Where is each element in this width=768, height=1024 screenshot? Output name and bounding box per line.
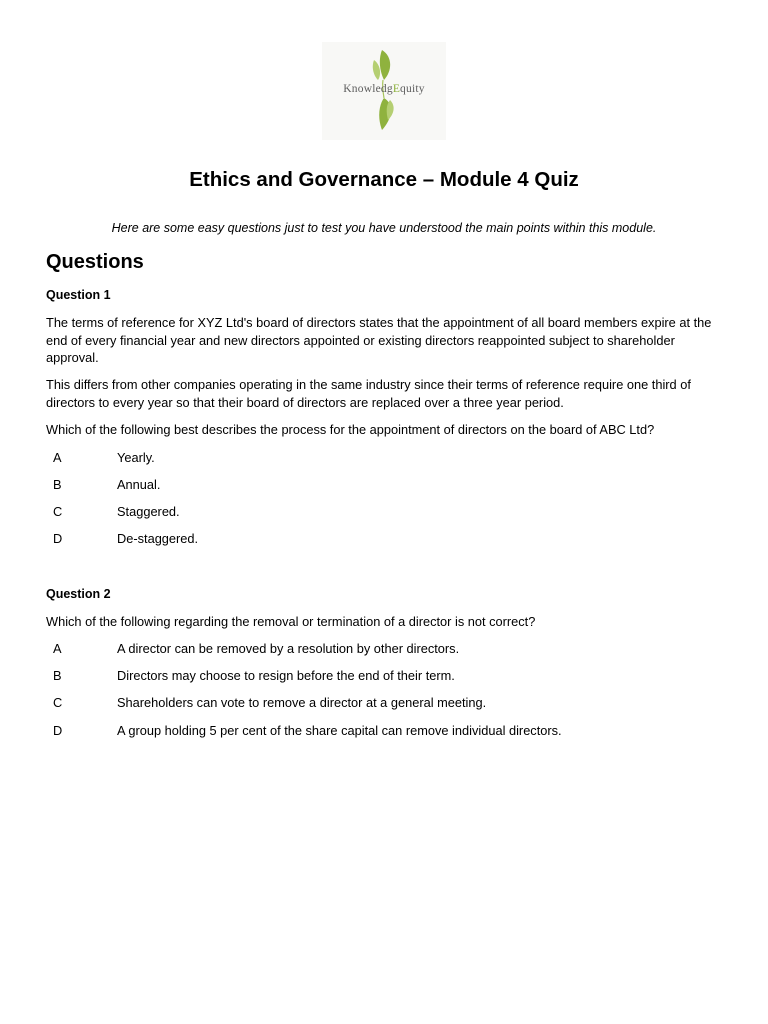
option-text: Annual.: [117, 477, 161, 492]
question-2-option-a: [46, 641, 726, 659]
section-heading: Questions: [46, 251, 144, 273]
question-2-option-c: [46, 695, 726, 713]
option-letter: A: [53, 450, 62, 465]
question-1-paragraph: The terms of reference for XYZ Ltd's board of directors states that the appointment of all board members expire at the end of every financial year and new directors appointed or existing directors reappointed subject to shareholder approval.: [46, 315, 712, 365]
question-1-option-a: [46, 450, 726, 468]
option-letter: D: [53, 531, 63, 546]
page-title: Ethics and Governance – Module 4 Quiz: [189, 168, 579, 191]
option-letter: C: [53, 695, 63, 710]
question-2-option-b: [46, 668, 726, 686]
question-1-option-c: [46, 504, 726, 522]
option-text: Yearly.: [117, 450, 155, 465]
knowledgequity-logo: [322, 42, 446, 140]
question-1-prompt: Which of the following best describes the process for the appointment of directors on the board of ABC Ltd?: [46, 422, 655, 437]
question-2-prompt: Which of the following regarding the removal or termination of a director is not correct?: [46, 614, 536, 629]
question-2-option-d: [46, 723, 726, 741]
option-text: Directors may choose to resign before the end of their term.: [117, 668, 455, 683]
intro-text: Here are some easy questions just to test you have understood the main points within this module.: [111, 221, 657, 235]
logo-wordmark: KnowledgEquity: [343, 83, 425, 95]
option-text: A director can be removed by a resolution by other directors.: [117, 641, 460, 656]
question-1-heading: Question 1: [46, 288, 111, 302]
option-text: Shareholders can vote to remove a director at a general meeting.: [117, 695, 487, 710]
question-1-paragraph: This differs from other companies operating in the same industry since their terms of reference require one third of directors to every year so that their board of directors are replaced over a three year period.: [46, 377, 691, 410]
option-text: De-staggered.: [117, 531, 199, 546]
option-letter: D: [53, 723, 63, 738]
question-1-option-b: [46, 477, 726, 495]
option-text: Staggered.: [117, 504, 180, 519]
question-1-option-d: [46, 531, 726, 549]
option-letter: A: [53, 641, 62, 656]
option-letter: C: [53, 504, 63, 519]
question-2-heading: Question 2: [46, 587, 111, 601]
option-text: A group holding 5 per cent of the share capital can remove individual directors.: [117, 723, 562, 738]
option-letter: B: [53, 668, 62, 683]
option-letter: B: [53, 477, 62, 492]
